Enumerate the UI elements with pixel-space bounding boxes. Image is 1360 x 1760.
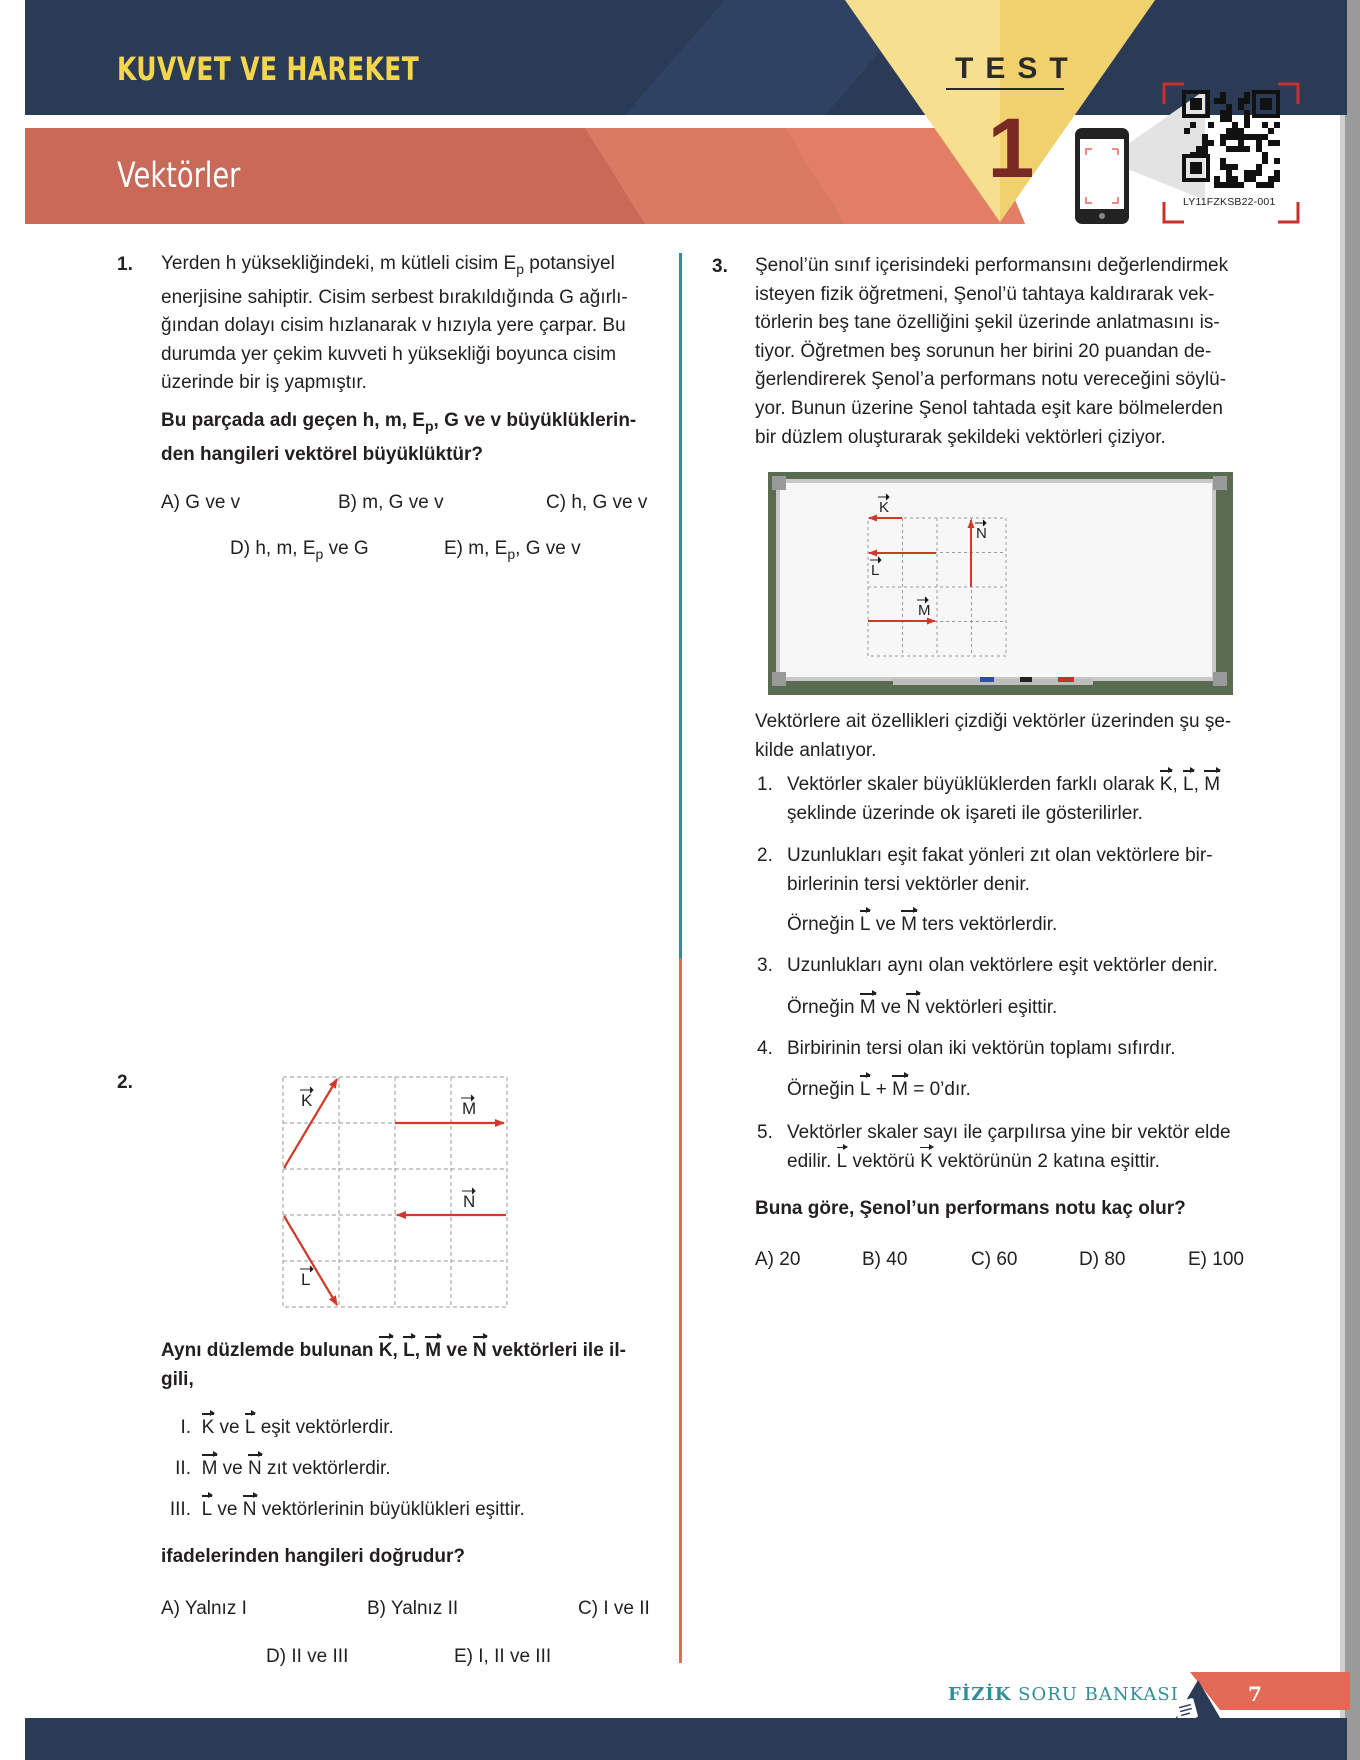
- qr-module: [1268, 140, 1274, 146]
- qr-module: [1244, 116, 1250, 122]
- qr-module: [1274, 176, 1280, 182]
- qr-module: [1256, 146, 1262, 152]
- vector-l-label: L: [301, 1270, 311, 1289]
- q3-item-number: 4.: [757, 1038, 773, 1059]
- qr-module: [1190, 122, 1196, 128]
- vector-m-label: M: [462, 1099, 477, 1118]
- qr-module: [1256, 164, 1262, 170]
- qr-module: [1238, 128, 1244, 134]
- qr-module: [1214, 182, 1220, 188]
- qr-module: [1262, 134, 1268, 140]
- qr-module: [1274, 140, 1280, 146]
- q1-body-line: durumda yer çekim kuvveti h yüksekliği boyunca cisim: [161, 343, 617, 365]
- qr-module: [1238, 182, 1244, 188]
- q2-option-e[interactable]: E) I, II ve III: [454, 1646, 552, 1667]
- qr-module: [1226, 182, 1232, 188]
- qr-module: [1220, 98, 1226, 104]
- board-vector-n-label: N: [976, 525, 987, 542]
- qr-module: [1250, 170, 1256, 176]
- qr-code-text: LY11FZKSB22-001: [1183, 196, 1276, 208]
- topic-title: Vektörler: [117, 156, 241, 196]
- qr-module: [1238, 146, 1244, 152]
- phone-icon: [1074, 127, 1130, 225]
- q1-body-line: Yerden h yüksekliğindeki, m kütleli cisim $E_p$ potansiyel: [161, 253, 615, 277]
- q3-option-a[interactable]: A) 20: [755, 1249, 801, 1270]
- qr-module: [1244, 134, 1250, 140]
- qr-module: [1244, 110, 1250, 116]
- qr-module: [1220, 182, 1226, 188]
- qr-module: [1274, 122, 1280, 128]
- qr-module: [1238, 98, 1244, 104]
- qr-module: [1238, 104, 1244, 110]
- qr-module: [1256, 140, 1262, 146]
- qr-module: [1220, 116, 1226, 122]
- q3-item-number: 3.: [757, 955, 773, 976]
- vector-k-label: K: [301, 1091, 313, 1110]
- qr-module: [1226, 110, 1232, 116]
- chapter-title: KUVVET VE HAREKET: [117, 50, 420, 88]
- qr-module: [1232, 134, 1238, 140]
- qr-module: [1220, 140, 1226, 146]
- board-vector-l-label: L: [871, 562, 880, 579]
- qr-module: [1220, 164, 1226, 170]
- qr-module: [1202, 134, 1208, 140]
- q2-statement-3: III. L ve N vektörlerinin büyüklükleri eşittir.: [158, 1496, 658, 1525]
- qr-module: [1226, 146, 1232, 152]
- qr-module: [1238, 140, 1244, 146]
- q1-body-line: ğından dolayı cisim hızlanarak v hızıyla yere çarpar. Bu: [161, 315, 626, 337]
- qr-module: [1238, 134, 1244, 140]
- qr-module: [1226, 104, 1232, 110]
- column-divider: [679, 253, 682, 1663]
- qr-module: [1250, 134, 1256, 140]
- qr-module: [1202, 140, 1208, 146]
- q2-vector-grid-figure: [280, 1074, 510, 1312]
- qr-module: [1232, 182, 1238, 188]
- q3-item-4-example: Örneğin L + M = 0’dır.: [787, 1076, 971, 1105]
- qr-module: [1268, 182, 1274, 188]
- q2-option-d[interactable]: D) II ve III: [266, 1646, 349, 1667]
- test-number: 1: [987, 101, 1035, 195]
- qr-module: [1220, 158, 1226, 164]
- test-label-underline: [946, 88, 1064, 90]
- q3-number: 3.: [712, 256, 728, 277]
- q3-item-3-example: Örneğin M ve N vektörleri eşittir.: [787, 994, 1057, 1023]
- qr-module: [1232, 122, 1238, 128]
- qr-module: [1232, 128, 1238, 134]
- qr-module: [1244, 92, 1250, 98]
- qr-module: [1220, 134, 1226, 140]
- qr-module: [1214, 176, 1220, 182]
- board-vector-m-label: M: [918, 602, 931, 619]
- q2-option-b[interactable]: B) Yalnız II: [367, 1598, 459, 1619]
- book-title: FİZİK SORU BANKASI: [948, 1684, 1179, 1705]
- q3-item-3: Uzunlukları aynı olan vektörlere eşit vektörler denir.: [787, 955, 1218, 976]
- q3-item-number: 5.: [757, 1122, 773, 1143]
- board-vector-k-label: K: [879, 499, 890, 516]
- qr-module: [1244, 122, 1250, 128]
- q1-option-c[interactable]: C) h, G ve v: [546, 492, 648, 513]
- q2-question: ifadelerinden hangileri doğrudur?: [161, 1546, 466, 1567]
- page-number: 7: [1248, 1682, 1262, 1706]
- q3-option-e[interactable]: E) 100: [1188, 1249, 1244, 1270]
- qr-module: [1232, 146, 1238, 152]
- q1-question: Bu parçada adı geçen h, m, $E_p$, G ve v büyüklüklerin- den hangileri vektörel büyüklüktür?: [161, 410, 637, 465]
- q3-item-5: Vektörler skaler sayı ile çarpılırsa yine bir vektör elde edilir. L vektörü K vektörünün 2 katına eşittir.: [787, 1119, 1247, 1176]
- q3-item-1: Vektörler skaler büyüklüklerden farklı olarak K, L, M şeklinde üzerinde ok işareti ile gösterilirler.: [787, 771, 1247, 828]
- qr-module: [1202, 146, 1208, 152]
- q2-statement-1: I. K ve L eşit vektörlerdir.: [161, 1414, 661, 1443]
- page-edge-shadow: [1345, 0, 1360, 1760]
- qr-module: [1220, 110, 1226, 116]
- q1-option-d[interactable]: D) h, m, $E_p$ ve G: [230, 538, 369, 562]
- q3-item-4: Birbirinin tersi olan iki vektörün toplamı sıfırdır.: [787, 1038, 1176, 1059]
- qr-module: [1226, 170, 1232, 176]
- qr-module: [1268, 176, 1274, 182]
- q3-option-c[interactable]: C) 60: [971, 1249, 1018, 1270]
- qr-module: [1256, 182, 1262, 188]
- q1-body-line: enerjisine sahiptir. Cisim serbest bırakıldığında G ağırlı-: [161, 286, 628, 308]
- qr-module: [1220, 92, 1226, 98]
- q1-body: [161, 250, 651, 398]
- q3-body: Şenol’ün sınıf içerisindeki performansını değerlendirmek isteyen fizik öğretmeni, Şenol’ü tahtaya kaldırarak vek- törlerin beş tane özelliğini şekil üzerinde anlatmasını is- tiyor. Öğretmen beş sorunun her birini 20 puandan de- ğerlendirerek Şenol’a performans notu vereceğini söylü- yor. Bunun üzerine Şenol tahtada eşit kare bölmelerden bir düzlem oluşturarak şekildeki vektörleri çiziyor.: [755, 255, 1229, 448]
- q1-option-b[interactable]: B) m, G ve v: [338, 492, 444, 513]
- qr-module: [1232, 164, 1238, 170]
- q3-item-2-example: Örneğin L ve M ters vektörlerdir.: [787, 911, 1057, 940]
- q1-option-a[interactable]: A) G ve v: [161, 492, 241, 513]
- qr-module: [1184, 128, 1190, 134]
- q3-item-number: 2.: [757, 845, 773, 866]
- q3-item-number: 1.: [757, 774, 773, 795]
- vector-n-label: N: [463, 1192, 476, 1211]
- qr-module: [1208, 140, 1214, 146]
- qr-module: [1226, 116, 1232, 122]
- q3-intro: Vektörlere ait özellikleri çizdiği vektörler üzerinden şu şe- kilde anlatıyor.: [755, 711, 1232, 761]
- qr-module: [1244, 98, 1250, 104]
- test-label: TEST: [955, 52, 1080, 85]
- q2-option-c[interactable]: C) I ve II: [578, 1598, 650, 1619]
- qr-module: [1226, 164, 1232, 170]
- qr-module: [1274, 170, 1280, 176]
- q1-body-line: üzerinde bir iş yapmıştır.: [161, 372, 367, 394]
- qr-module: [1244, 146, 1250, 152]
- qr-module: [1232, 176, 1238, 182]
- qr-module: [1196, 146, 1202, 152]
- qr-module: [1274, 158, 1280, 164]
- q1-number: 1.: [117, 254, 133, 275]
- qr-module: [1226, 128, 1232, 134]
- q2-number: 2.: [117, 1072, 133, 1093]
- q3-option-d[interactable]: D) 80: [1079, 1249, 1126, 1270]
- qr-module: [1244, 170, 1250, 176]
- qr-module: [1256, 134, 1262, 140]
- q2-statement-2: II. M ve N zıt vektörlerdir.: [161, 1455, 661, 1484]
- qr-module: [1226, 134, 1232, 140]
- q2-stem: Aynı düzlemde bulunan K, L, M ve N vektörleri ile il- gili,: [161, 1337, 661, 1394]
- qr-module: [1262, 152, 1268, 158]
- qr-module: [1250, 176, 1256, 182]
- q3-item-2: Uzunlukları eşit fakat yönleri zıt olan vektörlere bir- birlerinin tersi vektörler denir.: [787, 845, 1213, 895]
- qr-module: [1256, 170, 1262, 176]
- footer-bar: [25, 1718, 1347, 1760]
- q3-option-b[interactable]: B) 40: [862, 1249, 908, 1270]
- qr-module: [1268, 128, 1274, 134]
- q3-whiteboard-figure: [768, 472, 1233, 695]
- qr-module: [1214, 98, 1220, 104]
- q2-option-a[interactable]: A) Yalnız I: [161, 1598, 247, 1619]
- qr-module: [1226, 176, 1232, 182]
- qr-module: [1262, 122, 1268, 128]
- qr-module: [1262, 158, 1268, 164]
- qr-module: [1244, 176, 1250, 182]
- qr-module: [1262, 182, 1268, 188]
- q1-option-e[interactable]: E) m, $E_p$, G ve v: [444, 538, 581, 562]
- q3-question: Buna göre, Şenol’un performans notu kaç olur?: [755, 1198, 1186, 1219]
- qr-module: [1208, 122, 1214, 128]
